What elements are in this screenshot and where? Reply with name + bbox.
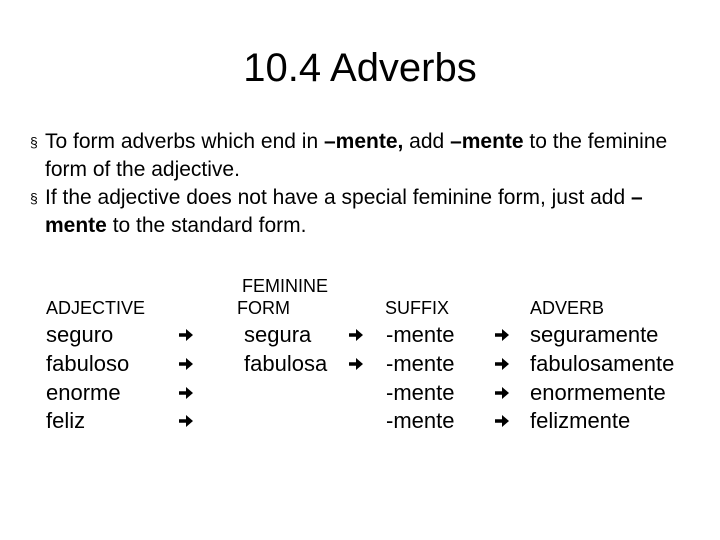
right-arrow-icon	[494, 413, 510, 429]
adjective-cell: fabuloso	[46, 351, 130, 376]
header-feminine-line1: FEMININE	[242, 276, 329, 296]
adverb-cell: felizmente	[530, 408, 631, 433]
header-suffix: SUFFIX	[385, 298, 450, 318]
adverb-cell: fabulosamente	[530, 351, 675, 376]
bullet-item	[30, 184, 700, 240]
right-arrow-icon	[348, 356, 364, 372]
adjective-cell: seguro	[46, 322, 114, 347]
slide-title: 10.4 Adverbs	[243, 46, 477, 90]
bullet-text: add	[403, 130, 451, 153]
right-arrow-icon	[178, 356, 194, 372]
right-arrow-icon	[178, 385, 194, 401]
adjective-cell: enorme	[46, 380, 121, 405]
bullet-bold-text: –mente	[45, 186, 643, 237]
bullet-text: to the standard form.	[106, 214, 307, 237]
suffix-cell: -mente	[386, 380, 455, 405]
header-feminine-line2: FORM	[237, 298, 290, 318]
adverb-cell: enormemente	[530, 380, 666, 405]
header-adverb: ADVERB	[530, 298, 605, 318]
header-adjective: ADJECTIVE	[46, 298, 146, 318]
right-arrow-icon	[178, 327, 194, 343]
feminine-cell: fabulosa	[244, 351, 328, 376]
suffix-cell: -mente	[386, 322, 455, 347]
suffix-cell: -mente	[386, 408, 455, 433]
bullet-text: To form adverbs which end in	[45, 130, 324, 153]
feminine-cell: segura	[244, 322, 312, 347]
right-arrow-icon	[494, 356, 510, 372]
right-arrow-icon	[178, 413, 194, 429]
bullet-marker-icon: §	[30, 134, 38, 150]
bullet-bold-text: –mente	[450, 130, 524, 153]
bullet-list	[30, 128, 700, 240]
bullet-text: to the feminine form of the adjective.	[45, 130, 668, 181]
right-arrow-icon	[348, 327, 364, 343]
bullet-bold-text: –mente,	[323, 130, 404, 153]
bullet-marker-icon: §	[30, 190, 38, 206]
right-arrow-icon	[494, 327, 510, 343]
adverb-cell: seguramente	[530, 322, 659, 347]
suffix-cell: -mente	[386, 351, 455, 376]
bullet-text: If the adjective does not have a special feminine form, just add	[45, 186, 632, 209]
right-arrow-icon	[494, 385, 510, 401]
bullet-item	[30, 128, 700, 184]
adjective-cell: feliz	[46, 408, 86, 433]
